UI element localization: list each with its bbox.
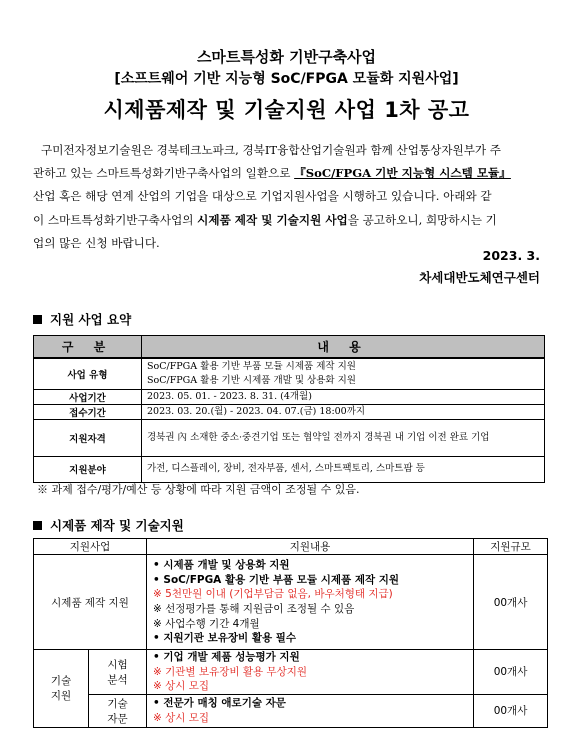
footnote: ※ 과제 접수/평가/예산 등 상황에 따라 지원 금액이 조정될 수 있음.	[37, 483, 360, 496]
column-header: 지원규모	[474, 539, 548, 555]
square-bullet-icon	[33, 315, 42, 324]
table-header-row	[34, 336, 545, 359]
row-value: 경북권 內 소재한 중소·중견기업 또는 협약일 전까지 경북권 내 기업 이전 완료 기업	[142, 419, 545, 456]
table-row	[34, 694, 548, 727]
sub-program: 시험 분석	[89, 650, 147, 695]
table-row	[34, 389, 545, 404]
detail-note: ※ 5천만원 이내 (기업부담금 없음, 바우처형태 지급)	[153, 588, 393, 601]
section-heading	[33, 516, 184, 534]
row-value: 2023. 05. 01. - 2023. 8. 31. (4개월)	[142, 389, 545, 404]
column-header: 내 용	[142, 336, 545, 359]
announcement-date: 2023. 3.	[482, 248, 540, 263]
intro-line: 구미전자정보기술원은 경북테크노파크, 경북IT융합산업기술원과 함께 산업통상자원부가 주	[41, 143, 502, 157]
sub-program: 기술 자문	[89, 694, 147, 727]
support-scale: 00개사	[474, 555, 548, 650]
row-label: 지원분야	[34, 456, 142, 482]
header-line2: [소프트웨어 기반 지능형 SoC/FPGA 모듈화 지원사업]	[114, 71, 459, 87]
detail-note: ※ 선정평가를 통해 지원금이 조정될 수 있음	[153, 603, 355, 615]
intro-emphasis: 시제품 제작 및 기술지원 사업	[197, 212, 348, 227]
organization-name: 차세대반도체연구센터	[419, 270, 540, 285]
table-row	[34, 419, 545, 456]
table-row	[34, 456, 545, 482]
row-label: 접수기간	[34, 404, 142, 419]
support-scale: 00개사	[474, 650, 548, 695]
detail-item: • 시제품 개발 및 상용화 지원	[153, 559, 290, 572]
support-scale: 00개사	[474, 694, 548, 727]
summary-table	[33, 335, 545, 483]
intro-line: 업의 많은 신청 바랍니다.	[33, 235, 160, 250]
intro-paragraph	[33, 139, 543, 255]
detail-note: ※ 상시 모집	[153, 711, 210, 724]
table-row	[34, 404, 545, 419]
row-value: 가전, 디스플레이, 장비, 전자부품, 센서, 스마트팩토리, 스마트팜 등	[142, 456, 545, 482]
program-details	[147, 555, 474, 650]
intro-text: 관하고 있는 스마트특성화기반구축사업의 일환으로	[33, 166, 295, 181]
table-row	[34, 555, 548, 650]
detail-note: ※ 상시 모집	[153, 680, 210, 693]
page-title: 시제품제작 및 기술지원 사업 1차 공고	[103, 98, 470, 122]
section-title: 지원 사업 요약	[50, 312, 132, 327]
intro-line: 산업 혹은 해당 연계 산업의 기업을 대상으로 기업지원사업을 시행하고 있습니다. 아래와 같	[33, 189, 492, 204]
program-name: 시제품 제작 지원	[34, 555, 147, 650]
intro-emphasis: 『SoC/FPGA 기반 지능형 시스템 모듈』	[294, 166, 511, 181]
row-value: 2023. 03. 20.(월) - 2023. 04. 07.(금) 18:00까지	[142, 404, 545, 419]
detail-item: • 기업 개발 제품 성능평가 지원	[153, 651, 300, 663]
table-row	[34, 650, 548, 695]
detail-note: ※ 사업수행 기간 4개월	[153, 617, 260, 630]
row-value	[142, 358, 545, 389]
detail-note: ※ 기관별 보유장비 활용 무상지원	[153, 665, 308, 678]
program-group: 기술 지원	[34, 650, 89, 728]
section-heading	[33, 310, 131, 328]
row-label: 사업기간	[34, 389, 142, 404]
intro-line	[33, 162, 543, 185]
program-details	[147, 694, 474, 727]
table-row	[34, 358, 545, 389]
square-bullet-icon	[33, 521, 42, 530]
column-header: 지원사업	[34, 539, 147, 555]
program-details	[147, 650, 474, 695]
detail-item: • 전문가 매칭 애로기술 자문	[153, 697, 286, 710]
row-label: 사업 유형	[34, 358, 142, 389]
row-value-line: SoC/FPGA 활용 기반 부품 모듈 시제품 제작 지원	[147, 360, 356, 372]
detail-item: • SoC/FPGA 활용 기반 부품 모듈 시제품 제작 지원	[153, 573, 400, 586]
header-line1: 스마트특성화 기반구축사업	[196, 48, 377, 66]
row-label: 지원자격	[34, 419, 142, 456]
column-header: 구 분	[34, 336, 142, 359]
intro-text: 을 공고하오니, 희망하시는 기	[347, 212, 497, 227]
column-header: 지원내용	[147, 539, 474, 555]
support-table	[33, 538, 548, 728]
detail-item: • 지원기관 보유장비 활용 필수	[153, 632, 297, 645]
intro-text: 이 스마트특성화기반구축사업의	[33, 212, 198, 227]
table-header-row	[34, 539, 548, 555]
section-title: 시제품 제작 및 기술지원	[50, 518, 184, 533]
row-value-line: SoC/FPGA 활용 기반 시제품 개발 및 상용화 지원	[147, 374, 356, 386]
intro-line	[33, 209, 543, 232]
